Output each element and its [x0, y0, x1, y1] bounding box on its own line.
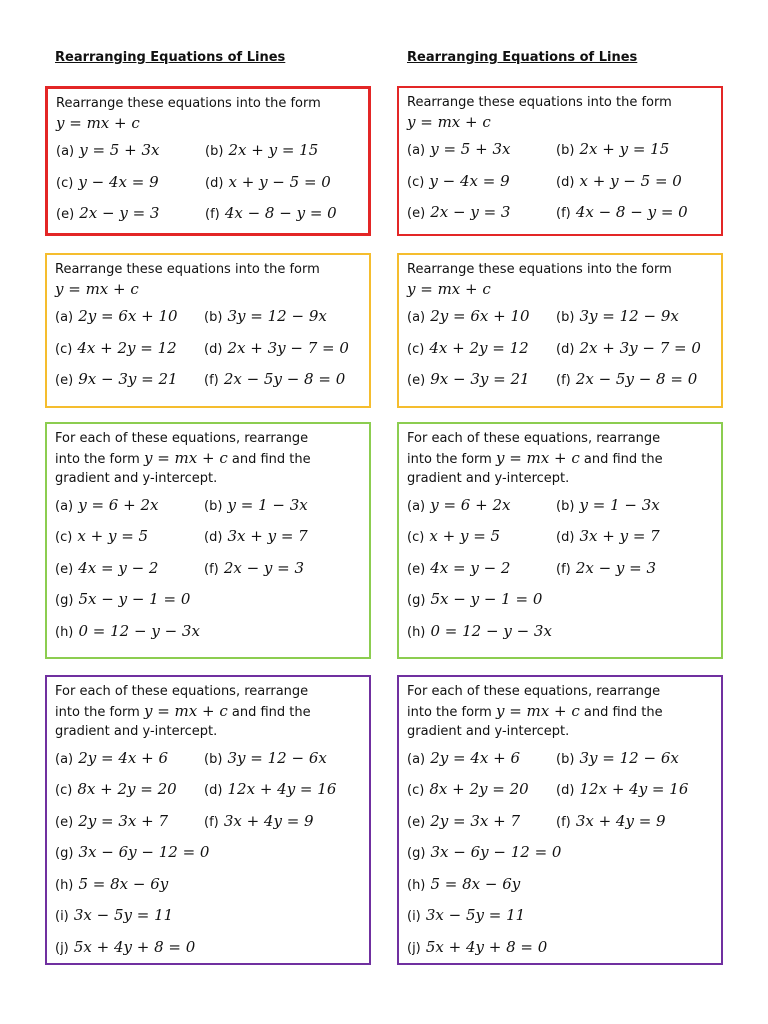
question-equation: 3x − 5y = 11: [73, 906, 174, 925]
question-item: [55, 874, 168, 893]
question-label: (b): [556, 498, 575, 514]
question-equation: 4x = y − 2: [430, 558, 511, 577]
question-item: [55, 937, 195, 956]
question-equation: 8x + 2y = 20: [77, 780, 177, 799]
question-label: (a): [55, 751, 74, 767]
question-item: [407, 748, 556, 767]
question-equation: 2x − 5y − 8 = 0: [223, 370, 346, 389]
card-orange: [45, 253, 371, 408]
question-item: [55, 748, 204, 767]
question-row: [407, 300, 713, 332]
instruction-line: into the form: [55, 451, 140, 467]
question-row: [407, 868, 713, 900]
question-row: [407, 836, 713, 868]
question-equation: 5x + 4y + 8 = 0: [425, 937, 548, 956]
question-item: [55, 369, 204, 388]
question-label: (a): [56, 144, 75, 160]
question-row: [407, 899, 713, 931]
question-equation: 2y = 6x + 10: [78, 307, 178, 326]
instruction-formula: y = mx + c: [407, 112, 491, 131]
question-label: (b): [205, 144, 224, 160]
question-equation: 2y = 6x + 10: [430, 307, 530, 326]
question-item: [407, 621, 552, 640]
question-equation: 2y = 3x + 7: [430, 811, 521, 830]
card-purple: [45, 675, 371, 965]
question-item: [205, 203, 337, 222]
question-label: (f): [204, 561, 219, 577]
question-equation: 5x + 4y + 8 = 0: [73, 937, 196, 956]
question-item: [407, 842, 561, 861]
question-item: [407, 139, 556, 158]
question-label: (j): [407, 940, 421, 956]
question-row: [55, 742, 361, 774]
question-equation: y − 4x = 9: [429, 171, 510, 190]
question-label: (e): [56, 207, 75, 223]
question-equation: 2x − y = 3: [430, 203, 511, 222]
question-equation: 4x = y − 2: [78, 558, 159, 577]
instruction-line: For each of these equations, rearrange: [407, 684, 661, 699]
sheet-title: Rearranging Equations of Lines: [407, 50, 638, 65]
question-row: [407, 773, 713, 805]
question-row: [407, 520, 713, 552]
instruction-text: [407, 682, 713, 742]
instruction-formula: y = mx + c: [143, 448, 228, 467]
instruction-text: [55, 682, 361, 742]
question-label: (d): [204, 530, 223, 546]
question-label: (f): [204, 373, 219, 389]
question-label: (b): [556, 310, 575, 326]
question-equation: 3x − 6y − 12 = 0: [430, 843, 562, 862]
question-equation: 2x − y = 3: [575, 558, 657, 577]
question-item: [55, 558, 204, 577]
question-equation: 9x − 3y = 21: [78, 370, 178, 389]
question-item: [556, 369, 697, 388]
instruction-line: gradient and y-intercept.: [55, 724, 218, 739]
question-label: (h): [407, 624, 426, 640]
question-label: (g): [407, 593, 426, 609]
question-equation: 8x + 2y = 20: [429, 780, 529, 799]
question-label: (e): [407, 814, 426, 830]
question-equation: 2x + y = 15: [579, 140, 670, 159]
question-equation: 2x − 5y − 8 = 0: [575, 370, 698, 389]
question-equation: 2x − y = 3: [223, 558, 305, 577]
question-row: [56, 166, 360, 198]
question-label: (b): [556, 751, 575, 767]
question-equation: 12x + 4y = 16: [227, 780, 337, 799]
question-item: [407, 874, 520, 893]
instruction-text: [55, 429, 361, 489]
question-label: (c): [55, 783, 73, 799]
question-item: [56, 203, 205, 222]
instruction-line: For each of these equations, rearrange: [55, 684, 309, 699]
instruction-line: into the form: [55, 704, 140, 720]
question-row: [55, 300, 361, 332]
question-label: (c): [55, 530, 73, 546]
instruction-formula: y = mx + c: [495, 448, 580, 467]
question-item: [407, 558, 556, 577]
instruction-line: For each of these equations, rearrange: [407, 431, 661, 446]
question-equation: 2y = 3x + 7: [78, 811, 169, 830]
instruction-line: gradient and y-intercept.: [407, 471, 570, 486]
question-label: (f): [204, 814, 219, 830]
card-red: [397, 86, 723, 236]
question-equation: 3x + 4y = 9: [223, 811, 314, 830]
question-item: [55, 495, 204, 514]
question-label: (a): [407, 751, 426, 767]
question-label: (a): [407, 498, 426, 514]
question-row: [407, 363, 713, 395]
question-label: (h): [55, 877, 74, 893]
question-equation: 2x − y = 3: [79, 204, 160, 223]
question-row: [56, 134, 360, 166]
instruction-line: into the form: [407, 451, 492, 467]
instruction-line: Rearrange these equations into the form: [407, 95, 672, 110]
question-label: (b): [204, 751, 223, 767]
question-equation: 12x + 4y = 16: [579, 780, 689, 799]
question-item: [55, 842, 209, 861]
question-equation: 3y = 12 − 9x: [227, 307, 327, 326]
question-row: [407, 332, 713, 364]
question-item: [204, 748, 327, 767]
question-item: [55, 811, 204, 830]
question-label: (c): [56, 175, 74, 191]
question-row: [407, 615, 713, 647]
instruction-line: and find the: [231, 704, 311, 720]
question-row: [55, 583, 361, 615]
question-label: (d): [556, 174, 575, 190]
question-item: [55, 526, 204, 545]
question-item: [56, 140, 205, 159]
question-row: [407, 133, 713, 165]
question-row: [56, 197, 360, 229]
question-item: [55, 589, 190, 608]
question-label: (f): [556, 206, 571, 222]
question-equation: 3y = 12 − 6x: [579, 748, 679, 767]
question-label: (i): [407, 909, 421, 925]
question-label: (d): [204, 341, 223, 357]
question-label: (a): [55, 310, 74, 326]
instruction-line: For each of these equations, rearrange: [55, 431, 309, 446]
question-equation: 2y = 4x + 6: [78, 748, 168, 767]
question-label: (d): [205, 175, 224, 191]
question-equation: 0 = 12 − y − 3x: [430, 621, 552, 640]
question-row: [407, 489, 713, 521]
instruction-formula: y = mx + c: [55, 279, 139, 298]
instruction-formula: y = mx + c: [407, 279, 491, 298]
instruction-text: [407, 93, 713, 133]
question-item: [55, 306, 204, 325]
question-item: [204, 338, 349, 357]
question-row: [407, 552, 713, 584]
question-equation: 3x − 5y = 11: [425, 906, 526, 925]
question-label: (d): [204, 783, 223, 799]
sheet-title: Rearranging Equations of Lines: [55, 50, 286, 65]
question-item: [556, 338, 701, 357]
question-row: [55, 805, 361, 837]
question-equation: 2x + 3y − 7 = 0: [227, 338, 349, 357]
question-label: (h): [407, 877, 426, 893]
question-label: (b): [204, 498, 223, 514]
question-item: [407, 779, 556, 798]
instruction-line: gradient and y-intercept.: [407, 724, 570, 739]
question-equation: y − 4x = 9: [78, 172, 159, 191]
question-row: [55, 615, 361, 647]
question-label: (c): [407, 174, 425, 190]
question-row: [55, 868, 361, 900]
question-label: (e): [55, 373, 74, 389]
instruction-line: gradient and y-intercept.: [55, 471, 218, 486]
question-item: [407, 526, 556, 545]
question-equation: y = 5 + 3x: [79, 141, 160, 160]
instruction-formula: y = mx + c: [143, 701, 228, 720]
question-label: (e): [407, 561, 426, 577]
question-item: [205, 140, 318, 159]
question-row: [407, 805, 713, 837]
question-equation: x + y = 5: [77, 527, 149, 546]
question-row: [55, 552, 361, 584]
question-item: [204, 495, 308, 514]
instruction-text: [56, 94, 360, 134]
question-row: [55, 332, 361, 364]
question-item: [407, 905, 525, 924]
question-item: [407, 937, 547, 956]
question-label: (e): [407, 373, 426, 389]
question-item: [204, 306, 327, 325]
question-equation: y = 1 − 3x: [227, 495, 308, 514]
question-row: [55, 899, 361, 931]
question-row: [55, 520, 361, 552]
question-item: [556, 171, 682, 190]
question-row: [407, 742, 713, 774]
question-label: (g): [55, 846, 74, 862]
question-label: (c): [407, 530, 425, 546]
instruction-line: and find the: [583, 704, 663, 720]
question-label: (f): [556, 814, 571, 830]
question-label: (h): [55, 624, 74, 640]
question-item: [407, 338, 556, 357]
question-item: [407, 202, 556, 221]
question-label: (a): [55, 498, 74, 514]
question-item: [205, 172, 331, 191]
question-label: (c): [407, 341, 425, 357]
instruction-line: and find the: [231, 451, 311, 467]
question-item: [407, 306, 556, 325]
question-row: [55, 489, 361, 521]
card-purple: [397, 675, 723, 965]
question-item: [407, 811, 556, 830]
question-item: [407, 495, 556, 514]
question-equation: x + y − 5 = 0: [579, 171, 682, 190]
question-item: [204, 779, 336, 798]
question-item: [407, 589, 542, 608]
question-label: (f): [205, 207, 220, 223]
question-label: (g): [55, 593, 74, 609]
question-label: (c): [55, 341, 73, 357]
question-label: (i): [55, 909, 69, 925]
instruction-line: and find the: [583, 451, 663, 467]
question-item: [556, 306, 679, 325]
question-item: [407, 369, 556, 388]
question-item: [556, 139, 669, 158]
question-equation: 3x − 6y − 12 = 0: [78, 843, 210, 862]
instruction-line: Rearrange these equations into the form: [407, 262, 672, 277]
question-label: (f): [556, 373, 571, 389]
question-item: [204, 526, 308, 545]
question-equation: x + y − 5 = 0: [228, 172, 331, 191]
question-row: [55, 836, 361, 868]
question-label: (e): [407, 206, 426, 222]
instruction-text: [407, 260, 713, 300]
instruction-text: [55, 260, 361, 300]
question-item: [556, 779, 688, 798]
question-label: (e): [55, 561, 74, 577]
question-label: (j): [55, 940, 69, 956]
question-equation: 3x + 4y = 9: [575, 811, 666, 830]
question-equation: y = 5 + 3x: [430, 140, 511, 159]
question-equation: 2x + y = 15: [228, 141, 319, 160]
question-equation: 5x − y − 1 = 0: [430, 590, 543, 609]
question-equation: x + y = 5: [429, 527, 501, 546]
question-equation: 5 = 8x − 6y: [430, 874, 521, 893]
question-label: (b): [204, 310, 223, 326]
question-label: (c): [407, 783, 425, 799]
question-equation: y = 6 + 2x: [430, 495, 511, 514]
question-equation: 5x − y − 1 = 0: [78, 590, 191, 609]
question-label: (d): [556, 530, 575, 546]
question-equation: 3x + y = 7: [579, 527, 660, 546]
question-label: (g): [407, 846, 426, 862]
question-equation: 3y = 12 − 9x: [579, 307, 679, 326]
question-row: [407, 196, 713, 228]
question-equation: 4x − 8 − y = 0: [224, 204, 337, 223]
question-equation: 5 = 8x − 6y: [78, 874, 169, 893]
question-equation: 4x + 2y = 12: [77, 338, 177, 357]
card-green: [45, 422, 371, 659]
question-row: [407, 165, 713, 197]
question-row: [407, 931, 713, 963]
question-row: [55, 931, 361, 963]
question-item: [556, 202, 688, 221]
question-equation: 9x − 3y = 21: [430, 370, 530, 389]
card-green: [397, 422, 723, 659]
question-label: (f): [556, 561, 571, 577]
question-item: [55, 621, 200, 640]
question-item: [204, 811, 314, 830]
question-item: [55, 905, 173, 924]
question-label: (d): [556, 341, 575, 357]
question-item: [556, 495, 660, 514]
question-label: (e): [55, 814, 74, 830]
question-item: [55, 338, 204, 357]
question-equation: 3y = 12 − 6x: [227, 748, 327, 767]
instruction-line: Rearrange these equations into the form: [56, 96, 321, 111]
question-label: (d): [556, 783, 575, 799]
question-equation: 4x + 2y = 12: [429, 338, 529, 357]
question-item: [204, 558, 304, 577]
question-item: [556, 748, 679, 767]
question-row: [55, 773, 361, 805]
question-item: [556, 526, 660, 545]
question-row: [407, 583, 713, 615]
question-equation: y = 1 − 3x: [579, 495, 660, 514]
question-equation: 2x + 3y − 7 = 0: [579, 338, 701, 357]
card-red: [45, 86, 371, 236]
instruction-line: into the form: [407, 704, 492, 720]
question-item: [556, 811, 666, 830]
question-equation: 3x + y = 7: [227, 527, 308, 546]
instruction-text: [407, 429, 713, 489]
question-equation: 2y = 4x + 6: [430, 748, 520, 767]
instruction-formula: y = mx + c: [495, 701, 580, 720]
question-equation: 4x − 8 − y = 0: [575, 203, 688, 222]
card-orange: [397, 253, 723, 408]
question-equation: 0 = 12 − y − 3x: [78, 621, 200, 640]
instruction-line: Rearrange these equations into the form: [55, 262, 320, 277]
question-label: (a): [407, 310, 426, 326]
instruction-formula: y = mx + c: [56, 113, 140, 132]
question-item: [407, 171, 556, 190]
question-item: [556, 558, 656, 577]
question-row: [55, 363, 361, 395]
question-item: [56, 172, 205, 191]
question-equation: y = 6 + 2x: [78, 495, 159, 514]
question-item: [204, 369, 345, 388]
question-item: [55, 779, 204, 798]
question-label: (b): [556, 143, 575, 159]
question-label: (a): [407, 143, 426, 159]
